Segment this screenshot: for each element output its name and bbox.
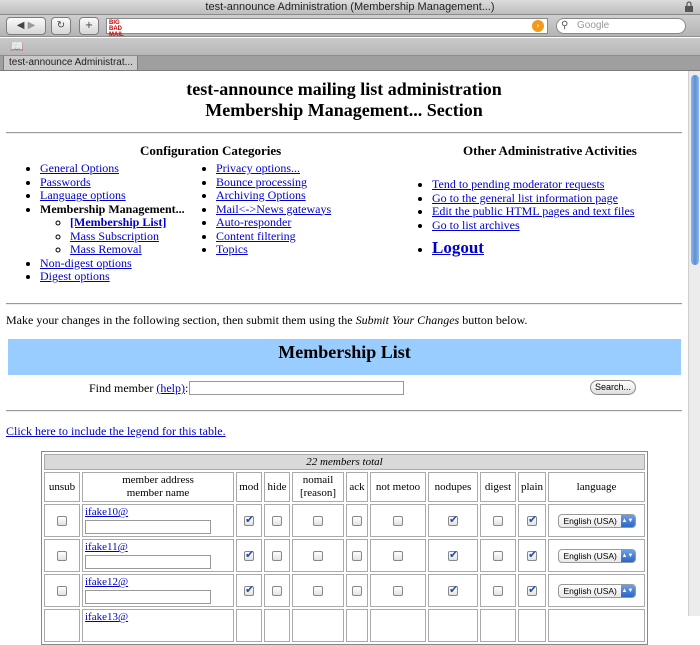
config-categories-heading: Configuration Categories: [140, 143, 282, 158]
language-select[interactable]: [558, 584, 636, 598]
page-title: [0, 79, 688, 121]
member-address-link[interactable]: ifake13@: [85, 611, 129, 623]
plain-cell: [518, 574, 546, 607]
nav-item: [432, 205, 635, 219]
instructions-text: [6, 313, 527, 328]
nodupes-cell: [428, 504, 478, 537]
nomail-cell: [292, 609, 344, 642]
nav-item: [40, 257, 185, 271]
nomail-checkbox[interactable]: [313, 586, 323, 596]
privacy-options-link[interactable]: Privacy options...: [216, 161, 300, 175]
topics-link[interactable]: Topics: [216, 242, 248, 256]
add-bookmark-button[interactable]: [79, 17, 99, 35]
nav-item-current: [40, 203, 185, 257]
col-nomail-line2: [reason]: [299, 487, 337, 499]
hide-checkbox[interactable]: [272, 516, 282, 526]
legend-link-row: [6, 424, 226, 439]
plain-cell: [518, 609, 546, 642]
digest-cell: [480, 504, 516, 537]
pending-moderator-requests-link[interactable]: Tend to pending moderator requests: [432, 177, 605, 191]
find-member-colon: :: [184, 381, 189, 395]
ack-cell: [346, 609, 368, 642]
lock-icon: [684, 1, 694, 12]
language-value: English (USA): [563, 585, 617, 596]
window-titlebar: [0, 0, 700, 15]
site-favicon-icon: BIG BAD MAIL: [109, 20, 124, 38]
include-legend-link[interactable]: Click here to include the legend for this table.: [6, 424, 226, 438]
mod-cell: [236, 504, 262, 537]
browser-search-placeholder: Google: [577, 20, 610, 31]
digest-checkbox[interactable]: [493, 551, 503, 561]
plus-icon: +: [84, 20, 94, 31]
nodupes-checkbox[interactable]: [448, 551, 458, 561]
nav-item: [432, 178, 635, 192]
col-plain: plain: [518, 472, 546, 502]
mod-cell: [236, 609, 262, 642]
scrollbar-thumb[interactable]: [691, 75, 699, 265]
nav-item: [432, 238, 635, 257]
config-nav-col1: [14, 162, 185, 284]
table-row: [44, 574, 645, 607]
nav-item: [216, 176, 331, 190]
plain-checkbox[interactable]: [527, 516, 537, 526]
col-address-line2: member name: [126, 487, 190, 499]
col-mod: mod: [236, 472, 262, 502]
membership-list-heading: Membership List: [8, 339, 681, 375]
hide-checkbox[interactable]: [272, 551, 282, 561]
search-button[interactable]: Search...: [590, 380, 636, 395]
nomail-cell: [292, 539, 344, 572]
col-nomail: [292, 472, 344, 502]
nodupes-cell: [428, 539, 478, 572]
ack-cell: [346, 539, 368, 572]
nav-item: [216, 189, 331, 203]
col-nomail-line1: nomail: [302, 474, 334, 486]
nomail-cell: [292, 504, 344, 537]
hide-cell: [264, 504, 290, 537]
nomail-checkbox[interactable]: [313, 551, 323, 561]
tab-bar: [0, 56, 700, 71]
unsub-cell: [44, 539, 80, 572]
nav-subitem: [70, 243, 185, 257]
mod-checkbox[interactable]: [244, 586, 254, 596]
nav-item: [40, 176, 185, 190]
instructions-after: button below.: [459, 313, 528, 327]
hide-checkbox[interactable]: [272, 586, 282, 596]
reload-icon: ↻: [56, 20, 66, 31]
unsub-checkbox[interactable]: [57, 586, 67, 596]
general-options-link[interactable]: General Options: [40, 161, 119, 175]
search-icon: ⚲: [561, 20, 569, 31]
instructions-emphasis: Submit Your Changes: [355, 313, 460, 327]
nav-item: [216, 162, 331, 176]
nav-subitem: [70, 216, 185, 230]
browser-search-field[interactable]: [556, 18, 686, 34]
membership-table: [41, 451, 648, 645]
find-member-input[interactable]: [189, 381, 404, 395]
mod-checkbox[interactable]: [244, 516, 254, 526]
nav-item: [40, 162, 185, 176]
ack-checkbox[interactable]: [352, 551, 362, 561]
passwords-link[interactable]: Passwords: [40, 174, 91, 189]
nodupes-cell: [428, 574, 478, 607]
table-row: [44, 504, 645, 537]
list-archives-link[interactable]: Go to list archives: [432, 217, 520, 232]
bookmarks-book-icon[interactable]: 📖: [10, 40, 24, 53]
browser-toolbar: [0, 15, 700, 37]
language-value: English (USA): [563, 515, 617, 526]
notmetoo-cell: [370, 609, 426, 642]
mod-cell: [236, 539, 262, 572]
edit-html-pages-link[interactable]: Edit the public HTML pages and text files: [432, 204, 635, 218]
unsub-checkbox[interactable]: [57, 551, 67, 561]
config-nav-col2: [190, 162, 331, 257]
unsub-cell: [44, 504, 80, 537]
find-member-row: [0, 380, 688, 398]
language-value: English (USA): [563, 550, 617, 561]
membership-management-current: Membership Management...: [40, 201, 185, 216]
digest-checkbox[interactable]: [493, 516, 503, 526]
notmetoo-cell: [370, 539, 426, 572]
find-member-label: [89, 381, 188, 396]
membership-sublist: [40, 216, 185, 257]
notmetoo-cell: [370, 504, 426, 537]
member-address-link[interactable]: ifake10@: [85, 506, 129, 518]
tab-active[interactable]: test-announce Administrat...: [3, 56, 138, 71]
language-cell: [548, 609, 645, 642]
nodupes-checkbox[interactable]: [448, 586, 458, 596]
hide-cell: [264, 609, 290, 642]
language-options-link[interactable]: Language options: [40, 188, 126, 202]
nodupes-cell: [428, 609, 478, 642]
membership-list-link[interactable]: [Membership List]: [70, 215, 167, 229]
divider: [6, 132, 682, 134]
language-select[interactable]: [558, 514, 636, 528]
col-nodupes: nodupes: [428, 472, 478, 502]
col-address: [82, 472, 234, 502]
back-arrow-icon[interactable]: ◀: [16, 20, 25, 31]
nav-item: [216, 203, 331, 217]
member-name-input[interactable]: [85, 590, 211, 604]
window-title: test-announce Administration (Membership Management...): [205, 1, 495, 13]
address-cell: [82, 609, 234, 642]
other-activities-heading: Other Administrative Activities: [463, 143, 637, 158]
plain-checkbox[interactable]: [527, 551, 537, 561]
table-row: [44, 609, 645, 642]
find-member-text: Find member: [89, 381, 154, 395]
divider: [6, 303, 682, 305]
nav-item: [432, 219, 635, 233]
archiving-options-link[interactable]: Archiving Options: [216, 188, 306, 202]
unsub-cell: [44, 609, 80, 642]
address-cell: [82, 574, 234, 607]
nav-item: [216, 230, 331, 244]
nomail-cell: [292, 574, 344, 607]
nodupes-checkbox[interactable]: [448, 516, 458, 526]
member-address-link[interactable]: ifake11@: [85, 541, 128, 553]
content-filtering-link[interactable]: Content filtering: [216, 228, 296, 243]
unsub-checkbox[interactable]: [57, 516, 67, 526]
nav-item: [40, 189, 185, 203]
col-unsub: unsub: [44, 472, 80, 502]
col-address-line1: member address: [122, 474, 194, 486]
nav-item: [216, 216, 331, 230]
plain-cell: [518, 504, 546, 537]
col-ack: ack: [346, 472, 368, 502]
ack-cell: [346, 574, 368, 607]
reload-button[interactable]: [51, 17, 71, 35]
select-arrows-icon: ▲▼: [621, 515, 635, 527]
notmetoo-checkbox[interactable]: [393, 586, 403, 596]
language-cell: [548, 504, 645, 537]
address-bar[interactable]: [106, 18, 548, 38]
find-help-link[interactable]: (help): [156, 381, 185, 395]
divider: [6, 410, 682, 412]
select-arrows-icon: ▲▼: [621, 550, 635, 562]
hide-cell: [264, 574, 290, 607]
ack-checkbox[interactable]: [352, 586, 362, 596]
rss-icon[interactable]: ›: [532, 20, 544, 32]
mass-subscription-link[interactable]: Mass Subscription: [70, 228, 160, 243]
ack-checkbox[interactable]: [352, 516, 362, 526]
table-header-row: [44, 472, 645, 502]
bounce-processing-link[interactable]: Bounce processing: [216, 174, 307, 189]
logout-link[interactable]: Logout: [432, 238, 484, 257]
plain-cell: [518, 539, 546, 572]
select-arrows-icon: ▲▼: [621, 585, 635, 597]
vertical-scrollbar[interactable]: [688, 71, 700, 616]
member-address-link[interactable]: ifake12@: [85, 576, 129, 588]
notmetoo-cell: [370, 574, 426, 607]
bookmarks-bar: [0, 38, 700, 56]
back-forward-buttons[interactable]: [6, 17, 46, 35]
members-total: 22 members total: [44, 454, 645, 470]
nav-item: [432, 192, 635, 206]
language-cell: [548, 574, 645, 607]
plain-checkbox[interactable]: [527, 586, 537, 596]
language-cell: [548, 539, 645, 572]
mod-checkbox[interactable]: [244, 551, 254, 561]
member-name-input[interactable]: [85, 520, 211, 534]
digest-options-link[interactable]: Digest options: [40, 269, 110, 283]
nav-item: [40, 270, 185, 284]
notmetoo-checkbox[interactable]: [393, 551, 403, 561]
address-cell: [82, 504, 234, 537]
digest-cell: [480, 574, 516, 607]
mod-cell: [236, 574, 262, 607]
col-notmetoo: not metoo: [370, 472, 426, 502]
digest-cell: [480, 609, 516, 642]
digest-cell: [480, 539, 516, 572]
other-activities-list: [406, 178, 635, 257]
table-row: [44, 539, 645, 572]
page-title-line1: test-announce mailing list administration: [186, 79, 502, 99]
auto-responder-link[interactable]: Auto-responder: [216, 215, 292, 229]
col-digest: digest: [480, 472, 516, 502]
language-select[interactable]: [558, 549, 636, 563]
nav-subitem: [70, 230, 185, 244]
page-title-line2: Membership Management... Section: [205, 100, 483, 120]
digest-checkbox[interactable]: [493, 586, 503, 596]
notmetoo-checkbox[interactable]: [393, 516, 403, 526]
page-content: [0, 71, 688, 623]
member-name-input[interactable]: [85, 555, 211, 569]
table-total-row: [44, 454, 645, 470]
address-cell: [82, 539, 234, 572]
ack-cell: [346, 504, 368, 537]
nomail-checkbox[interactable]: [313, 516, 323, 526]
unsub-cell: [44, 574, 80, 607]
instructions-before: Make your changes in the following section, then submit them using the: [6, 313, 356, 327]
list-info-page-link[interactable]: Go to the general list information page: [432, 190, 618, 205]
col-language: language: [548, 472, 645, 502]
hide-cell: [264, 539, 290, 572]
forward-arrow-icon[interactable]: ▶: [27, 20, 36, 31]
nav-item: [216, 243, 331, 257]
col-hide: hide: [264, 472, 290, 502]
mass-removal-link[interactable]: Mass Removal: [70, 242, 142, 256]
non-digest-options-link[interactable]: Non-digest options: [40, 255, 132, 270]
mail-news-gateways-link[interactable]: Mail<->News gateways: [216, 201, 332, 216]
